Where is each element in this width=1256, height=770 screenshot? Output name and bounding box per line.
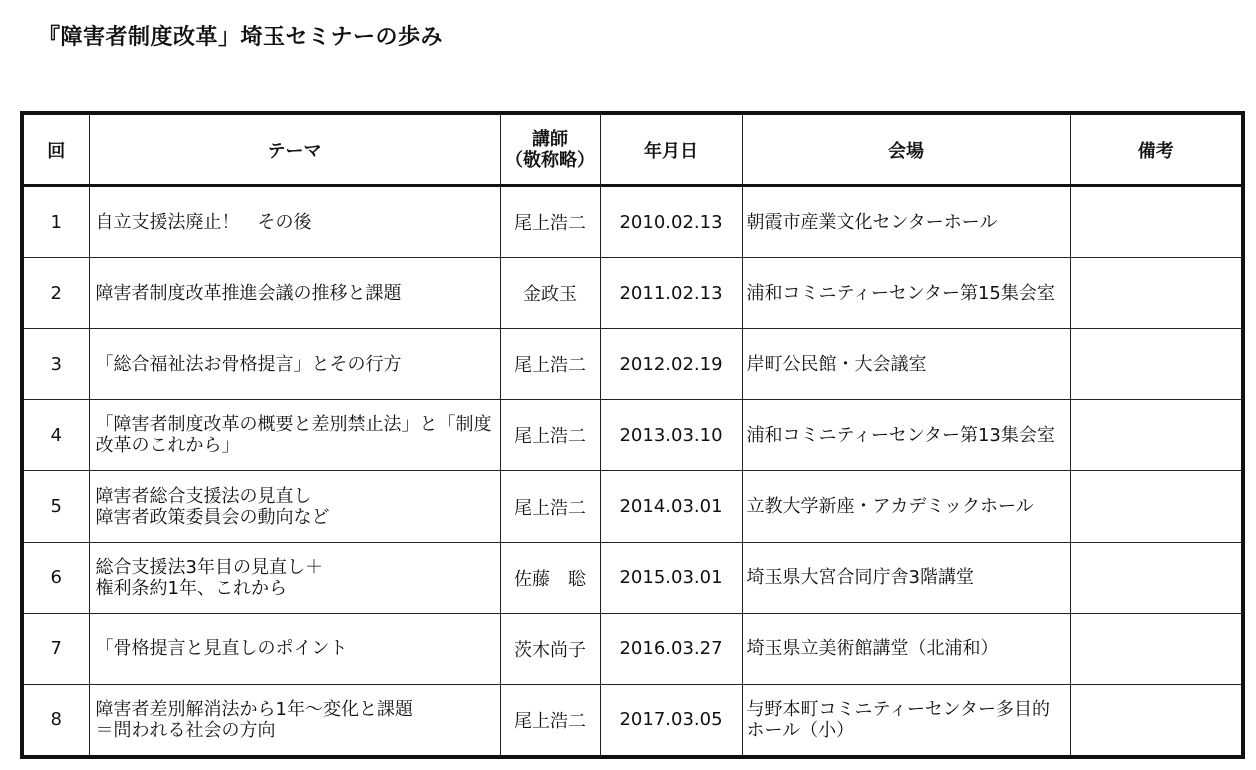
cell-notes bbox=[1070, 329, 1243, 400]
cell-theme bbox=[89, 329, 500, 400]
page-title: 『障害者制度改革」埼玉セミナーの歩み bbox=[38, 25, 444, 50]
cell-theme-line: 障害者政策委員会の動向など bbox=[95, 506, 330, 528]
cell-venue-line: 朝霞市産業文化センターホール bbox=[746, 211, 998, 233]
cell-theme bbox=[89, 613, 500, 684]
table-row bbox=[22, 400, 1243, 471]
cell-date: 2011.02.13 bbox=[600, 258, 742, 329]
cell-lecturer: 尾上浩二 bbox=[500, 329, 600, 400]
table-row bbox=[22, 471, 1243, 542]
cell-theme-line: 総合支援法3年目の見直し＋ bbox=[95, 556, 323, 578]
header-lecturer-line2: （敬称略） bbox=[505, 149, 595, 171]
cell-theme-line: 障害者差別解消法から1年～変化と課題 bbox=[95, 698, 413, 720]
cell-lecturer: 尾上浩二 bbox=[500, 400, 600, 471]
cell-venue-line: 浦和コミニティーセンター第15集会室 bbox=[746, 282, 1055, 304]
cell-date: 2010.02.13 bbox=[600, 186, 742, 258]
cell-theme-line: 「総合福祉法お骨格提言」とその行方 bbox=[95, 353, 402, 375]
cell-venue-line: 浦和コミニティーセンター第13集会室 bbox=[746, 424, 1055, 446]
cell-notes bbox=[1070, 613, 1243, 684]
cell-notes bbox=[1070, 471, 1243, 542]
cell-theme bbox=[89, 400, 500, 471]
header-num: 回 bbox=[22, 113, 89, 186]
cell-venue bbox=[742, 186, 1070, 258]
cell-num: 7 bbox=[22, 613, 89, 684]
cell-theme-line: 自立支援法廃止！ その後 bbox=[95, 211, 312, 233]
table-row bbox=[22, 684, 1243, 757]
cell-theme bbox=[89, 542, 500, 613]
header-lecturer bbox=[500, 113, 600, 186]
cell-venue-line: 立教大学新座・アカデミックホール bbox=[746, 496, 1034, 517]
cell-date: 2014.03.01 bbox=[600, 471, 742, 542]
cell-date: 2017.03.05 bbox=[600, 684, 742, 757]
cell-lecturer: 尾上浩二 bbox=[500, 186, 600, 258]
cell-venue-line: ホール（小） bbox=[746, 719, 855, 741]
cell-theme-line: 障害者総合支援法の見直し bbox=[95, 485, 312, 507]
cell-lecturer: 尾上浩二 bbox=[500, 684, 600, 757]
cell-venue-line: 埼玉県立美術館講堂（北浦和） bbox=[746, 638, 999, 660]
cell-lecturer: 茨木尚子 bbox=[500, 613, 600, 684]
cell-theme bbox=[89, 258, 500, 329]
cell-theme-line: 改革のこれから」 bbox=[95, 435, 240, 457]
table-header-row bbox=[22, 113, 1243, 186]
cell-theme bbox=[89, 471, 500, 542]
seminar-table bbox=[20, 111, 1245, 759]
cell-venue bbox=[742, 258, 1070, 329]
cell-num: 4 bbox=[22, 400, 89, 471]
table-row bbox=[22, 613, 1243, 684]
cell-notes bbox=[1070, 186, 1243, 258]
cell-date: 2012.02.19 bbox=[600, 329, 742, 400]
header-lecturer-line1: 講師 bbox=[532, 128, 568, 150]
cell-lecturer: 尾上浩二 bbox=[500, 471, 600, 542]
header-venue: 会場 bbox=[742, 113, 1070, 186]
cell-notes bbox=[1070, 400, 1243, 471]
cell-theme-line: 権利条約1年、これから bbox=[95, 577, 287, 599]
cell-theme-line: 「障害者制度改革の概要と差別禁止法」と「制度 bbox=[95, 414, 492, 436]
cell-venue bbox=[742, 400, 1070, 471]
cell-venue bbox=[742, 471, 1070, 542]
cell-venue bbox=[742, 613, 1070, 684]
cell-notes bbox=[1070, 542, 1243, 613]
cell-date: 2016.03.27 bbox=[600, 613, 742, 684]
cell-lecturer: 金政玉 bbox=[500, 258, 600, 329]
cell-venue bbox=[742, 542, 1070, 613]
cell-date: 2015.03.01 bbox=[600, 542, 742, 613]
cell-num: 5 bbox=[22, 471, 89, 542]
table-row bbox=[22, 258, 1243, 329]
cell-theme bbox=[89, 684, 500, 757]
cell-num: 3 bbox=[22, 329, 89, 400]
cell-venue bbox=[742, 329, 1070, 400]
cell-date: 2013.03.10 bbox=[600, 400, 742, 471]
cell-num: 1 bbox=[22, 186, 89, 258]
cell-venue-line: 与野本町コミニティーセンター多目的 bbox=[746, 698, 1050, 720]
cell-theme bbox=[89, 186, 500, 258]
cell-notes bbox=[1070, 684, 1243, 757]
header-date: 年月日 bbox=[600, 113, 742, 186]
cell-theme-line: 「骨格提言と見直しのポイント bbox=[95, 638, 348, 660]
cell-num: 6 bbox=[22, 542, 89, 613]
cell-num: 8 bbox=[22, 684, 89, 757]
cell-notes bbox=[1070, 258, 1243, 329]
header-theme: テーマ bbox=[89, 113, 500, 186]
table-row bbox=[22, 186, 1243, 258]
table-row bbox=[22, 542, 1243, 613]
cell-theme-line: 障害者制度改革推進会議の推移と課題 bbox=[95, 282, 402, 304]
cell-venue bbox=[742, 684, 1070, 757]
cell-venue-line: 岸町公民館・大会議室 bbox=[746, 353, 927, 375]
cell-theme-line: ＝問われる社会の方向 bbox=[95, 719, 276, 741]
cell-lecturer: 佐藤 聡 bbox=[500, 542, 600, 613]
header-notes: 備考 bbox=[1070, 113, 1243, 186]
cell-num: 2 bbox=[22, 258, 89, 329]
cell-venue-line: 埼玉県大宮合同庁舎3階講堂 bbox=[746, 567, 974, 589]
table-row bbox=[22, 329, 1243, 400]
